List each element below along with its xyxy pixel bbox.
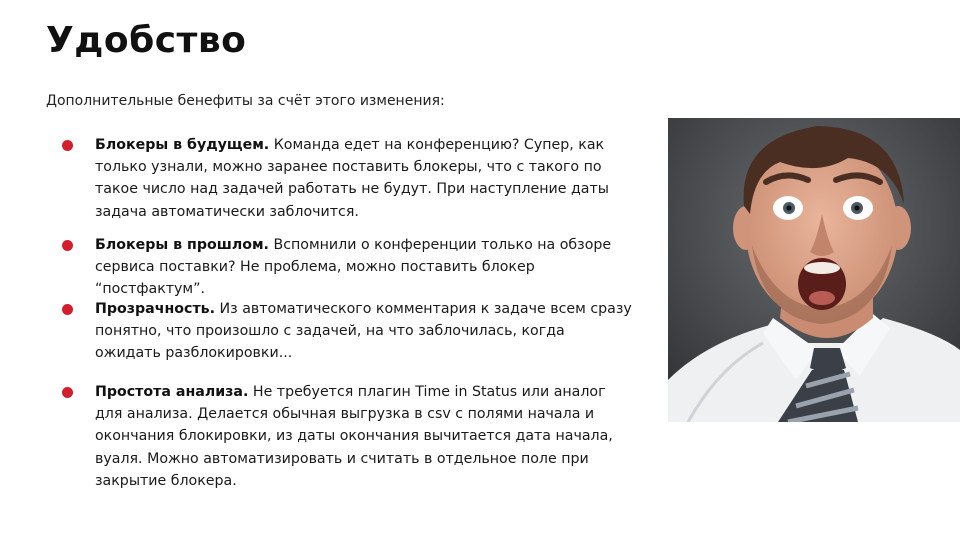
benefit-body: Не требуется плагин Time in Status или аналог для анализа. Делается обычная выгрузка в csv с полями начала и окончания блокировки, из даты окончания вычитается дата начала, вуаля. Можно автоматизировать и считать в отдельное поле при закрытие блокера. [95,384,613,489]
bullet-dot-icon [62,140,73,151]
bullet-dot-icon [62,304,73,315]
slide-subtitle: Дополнительные бенефиты за счёт этого изменения: [46,93,445,109]
surprised-man-photo [668,118,960,422]
benefit-text [95,381,635,492]
benefit-text [95,234,635,301]
bullet-dot-icon [62,387,73,398]
benefit-heading: Простота анализа. [95,384,249,400]
benefit-body: Команда едет на конференцию? Супер, как только узнали, можно заранее поставить блокеры, что с такого по такое число над задачей работать не будут. При наступление даты задача автоматически заблочится. [95,137,609,220]
benefit-body: Из автоматического комментария к задаче всем сразу понятно, что произошло с задачей, на что заблочилась, когда ожидать разблокировки... [95,301,632,362]
benefit-body: Вспомнили о конференции только на обзоре сервиса поставки? Не проблема, можно поставить блокер “постфактум”. [95,237,612,298]
benefit-heading: Прозрачность. [95,301,216,317]
benefit-text [95,134,635,223]
benefit-heading: Блокеры в будущем. [95,137,270,153]
benefit-text [95,298,635,365]
benefit-heading: Блокеры в прошлом. [95,237,269,253]
slide-title: Удобство [46,20,247,61]
bullet-dot-icon [62,240,73,251]
